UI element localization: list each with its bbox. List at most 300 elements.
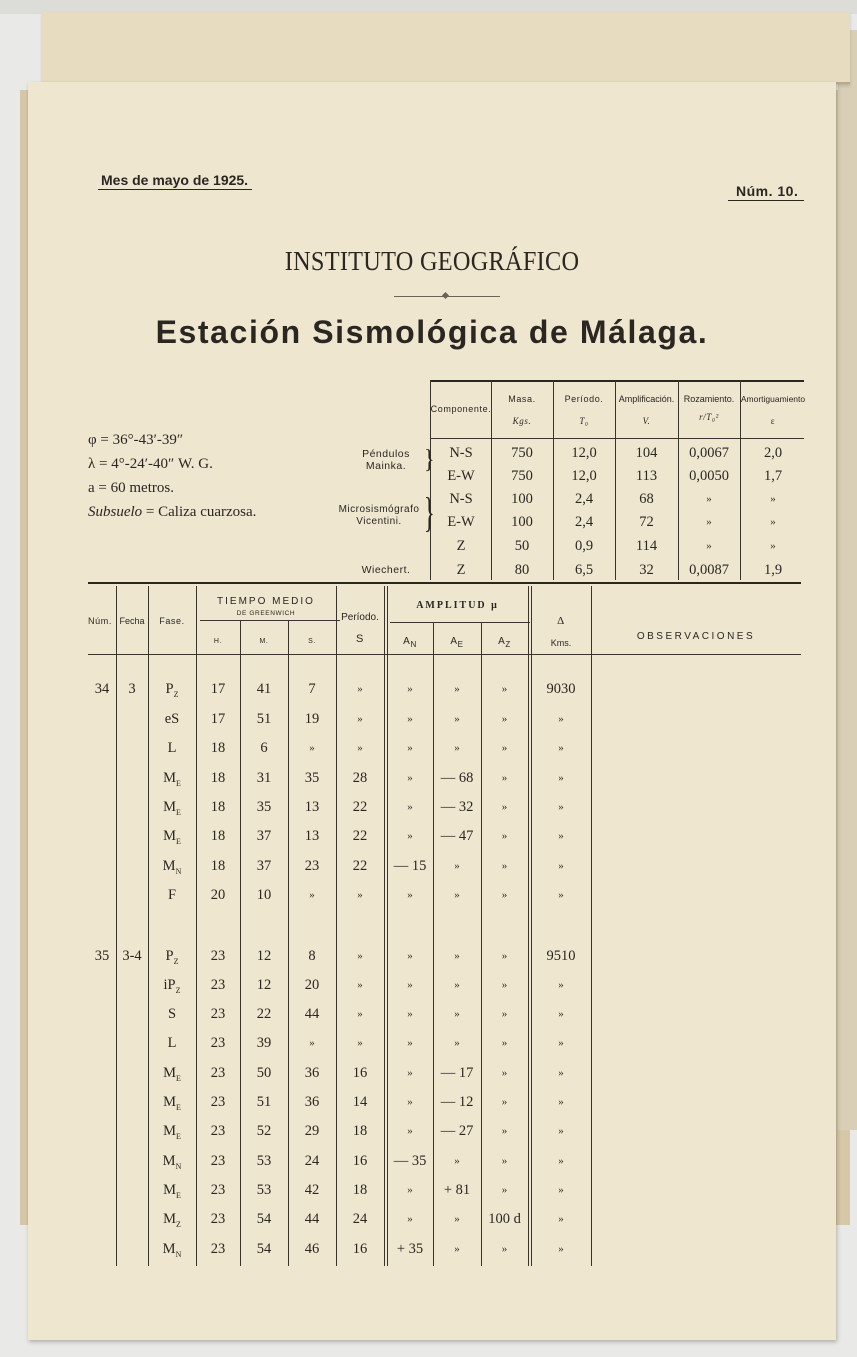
record-s-cell: 23 xyxy=(304,858,320,874)
phase-label: M xyxy=(162,858,176,874)
record-period-cell: » xyxy=(357,979,363,991)
record-h-cell: 18 xyxy=(210,828,226,844)
phase-label: M xyxy=(163,828,176,844)
instr-amplification-cell: 104 xyxy=(635,445,658,461)
record-an-cell: » xyxy=(407,950,413,962)
record-delta-cell: 9510 xyxy=(546,948,576,964)
phase-label: M xyxy=(163,1211,176,1227)
instr-amplification-cell: 113 xyxy=(635,468,658,484)
record-ae-cell: » xyxy=(454,1008,460,1020)
record-s-cell: » xyxy=(309,1037,315,1049)
instr-period-cell: 6,5 xyxy=(574,562,594,578)
instr-component-cell: E-W xyxy=(447,468,475,484)
record-delta-cell: » xyxy=(558,1184,564,1196)
station-title: Estación Sismológica de Málaga. xyxy=(155,314,709,350)
record-ae-cell: » xyxy=(454,713,460,725)
phase-label: L xyxy=(167,1035,177,1051)
instr-component-cell: N-S xyxy=(449,491,473,507)
record-s-cell: 42 xyxy=(304,1182,320,1198)
record-h-cell: 20 xyxy=(210,887,226,903)
col-header-num: Núm. xyxy=(88,616,112,626)
record-period-cell: 22 xyxy=(352,799,368,815)
record-ae-cell: » xyxy=(454,860,460,872)
instr-period-cell: 12,0 xyxy=(571,468,597,484)
record-an-cell: — 15 xyxy=(393,858,427,874)
record-az-cell: » xyxy=(501,1243,508,1255)
record-h-cell: 18 xyxy=(210,858,226,874)
record-period-cell: 16 xyxy=(352,1153,368,1169)
record-az-cell: » xyxy=(501,889,508,901)
record-m-cell: 10 xyxy=(256,887,272,903)
instr-component-cell: E-W xyxy=(447,514,475,530)
record-az-cell: » xyxy=(501,950,508,962)
record-s-cell: 44 xyxy=(304,1211,320,1227)
instr-damping-cell: » xyxy=(770,493,776,505)
record-m-cell: 54 xyxy=(256,1241,272,1257)
record-az-cell: » xyxy=(501,1155,508,1167)
az-sub: Z xyxy=(505,640,511,649)
record-h-cell: 23 xyxy=(210,1065,226,1081)
record-phase-cell xyxy=(148,1152,196,1176)
record-h-cell: 23 xyxy=(210,1153,226,1169)
record-an-cell: » xyxy=(407,1067,413,1079)
instr-mass-cell: 100 xyxy=(511,514,533,530)
record-an-cell: — 35 xyxy=(393,1153,427,1169)
phase-component: Z xyxy=(173,956,179,966)
record-s-cell: 36 xyxy=(304,1094,320,1110)
record-h-cell: 23 xyxy=(210,1006,226,1022)
instr-damping-cell: » xyxy=(770,540,776,552)
record-num-cell: 34 xyxy=(94,681,110,697)
instr-damping-cell: 1,9 xyxy=(763,562,783,578)
record-period-cell: 28 xyxy=(352,770,368,786)
institute-title: INSTITUTO GEOGRÁFICO xyxy=(284,246,580,276)
record-period-cell: » xyxy=(357,950,363,962)
record-an-cell: » xyxy=(407,1037,413,1049)
record-an-cell: » xyxy=(407,772,413,784)
record-phase-cell xyxy=(148,1122,196,1146)
record-az-cell: » xyxy=(501,1184,508,1196)
record-s-cell: 24 xyxy=(304,1153,320,1169)
record-az-cell: » xyxy=(501,683,508,695)
record-period-cell: 22 xyxy=(352,858,368,874)
record-s-cell: 7 xyxy=(308,681,316,697)
longitude: λ = 4°-24′-40″ W. G. xyxy=(88,456,213,472)
instr-period-cell: 0,9 xyxy=(574,538,594,554)
page-edge xyxy=(838,30,857,1130)
record-an-cell: » xyxy=(407,889,413,901)
phase-component: E xyxy=(176,836,181,846)
record-az-cell: » xyxy=(501,860,508,872)
record-h-cell: 18 xyxy=(210,770,226,786)
record-period-cell: » xyxy=(357,742,363,754)
record-h-cell: 18 xyxy=(210,740,226,756)
record-ae-cell: — 68 xyxy=(440,770,474,786)
phase-label: M xyxy=(163,1182,176,1198)
altitude: a = 60 metros. xyxy=(88,480,174,496)
record-phase-cell xyxy=(148,1181,196,1205)
record-period-cell: » xyxy=(357,1008,363,1020)
instr-header-period-unit: T₀ xyxy=(579,416,589,426)
record-az-cell: » xyxy=(501,1037,508,1049)
record-m-cell: 31 xyxy=(256,770,272,786)
instr-header-mass-unit: Kgs. xyxy=(512,416,532,426)
col-header-date: Fecha xyxy=(119,616,145,626)
record-delta-cell: » xyxy=(558,1213,564,1225)
record-phase-cell xyxy=(148,710,196,734)
col-header-observations: OBSERVACIONES xyxy=(636,631,756,642)
record-delta-cell: » xyxy=(558,860,564,872)
record-s-cell: » xyxy=(309,889,315,901)
record-delta-cell: » xyxy=(558,742,564,754)
record-period-cell: » xyxy=(357,713,363,725)
brace-mainka: } xyxy=(424,443,435,474)
instr-damping-cell: 1,7 xyxy=(763,468,783,484)
record-phase-cell xyxy=(148,1064,196,1088)
record-az-cell: 100 d xyxy=(488,1211,521,1227)
record-delta-cell: » xyxy=(558,1096,564,1108)
an-letter: A xyxy=(403,636,411,647)
record-az-cell: » xyxy=(501,1008,508,1020)
phase-component: Z xyxy=(175,985,181,995)
phase-label: M xyxy=(163,1065,176,1081)
phase-component: E xyxy=(176,1190,181,1200)
col-header-phase: Fase. xyxy=(159,616,185,626)
record-m-cell: 51 xyxy=(256,1094,272,1110)
record-delta-cell: » xyxy=(558,979,564,991)
record-s-cell: 8 xyxy=(308,948,316,964)
record-s-cell: » xyxy=(309,742,315,754)
record-az-cell: » xyxy=(501,830,508,842)
record-period-cell: 16 xyxy=(352,1241,368,1257)
record-period-cell: » xyxy=(357,889,363,901)
brace-vicentini: } xyxy=(424,488,435,536)
record-az-cell: » xyxy=(501,713,508,725)
record-m-cell: 53 xyxy=(256,1153,272,1169)
phase-component: E xyxy=(176,807,181,817)
phase-component: Z xyxy=(173,689,179,699)
instr-amplification-cell: 72 xyxy=(639,514,654,530)
ae-sub: E xyxy=(457,640,464,649)
record-ae-cell: » xyxy=(454,950,460,962)
record-period-cell: 16 xyxy=(352,1065,368,1081)
instrument-group-wiechert: Wiechert. xyxy=(361,564,411,576)
record-s-cell: 46 xyxy=(304,1241,320,1257)
record-az-cell: » xyxy=(501,742,508,754)
record-phase-cell xyxy=(148,947,196,971)
record-ae-cell: — 27 xyxy=(440,1123,474,1139)
record-date-cell: 3 xyxy=(128,681,136,697)
record-phase-cell xyxy=(148,1034,196,1058)
record-ae-cell: » xyxy=(454,1243,460,1255)
record-h-cell: 17 xyxy=(210,681,226,697)
record-m-cell: 41 xyxy=(256,681,272,697)
record-phase-cell xyxy=(148,1093,196,1117)
phase-component: E xyxy=(176,778,181,788)
record-an-cell: » xyxy=(407,1125,413,1137)
record-h-cell: 23 xyxy=(210,1211,226,1227)
latitude: φ = 36°-43′-39″ xyxy=(88,432,184,448)
record-h-cell: 23 xyxy=(210,948,226,964)
phase-label: M xyxy=(162,1241,176,1257)
instr-header-damping-unit: ε xyxy=(770,416,776,426)
instr-component-cell: N-S xyxy=(449,445,473,461)
instr-friction-cell: » xyxy=(706,516,712,528)
record-az-cell: » xyxy=(501,1125,508,1137)
record-m-cell: 22 xyxy=(256,1006,272,1022)
record-delta-cell: » xyxy=(558,772,564,784)
instr-header-component: Componente. xyxy=(430,404,492,414)
record-phase-cell xyxy=(148,976,196,1000)
record-delta-cell: » xyxy=(558,801,564,813)
record-an-cell: » xyxy=(407,742,413,754)
record-h-cell: 23 xyxy=(210,1182,226,1198)
record-s-cell: 19 xyxy=(304,711,320,727)
record-s-cell: 35 xyxy=(304,770,320,786)
record-an-cell: + 35 xyxy=(396,1241,424,1257)
instr-header-period: Período. xyxy=(564,394,604,404)
instr-amplification-cell: 32 xyxy=(639,562,654,578)
record-delta-cell: » xyxy=(558,1125,564,1137)
record-phase-cell xyxy=(148,1005,196,1029)
col-header-h: H. xyxy=(213,638,223,645)
record-s-cell: 20 xyxy=(304,977,320,993)
col-header-period: Período. xyxy=(341,612,379,623)
record-an-cell: » xyxy=(407,1213,413,1225)
record-m-cell: 53 xyxy=(256,1182,272,1198)
record-h-cell: 17 xyxy=(210,711,226,727)
record-m-cell: 50 xyxy=(256,1065,272,1081)
phase-component: E xyxy=(176,1131,181,1141)
record-s-cell: 13 xyxy=(304,799,320,815)
phase-component: E xyxy=(176,1073,181,1083)
record-phase-cell xyxy=(148,680,196,704)
phase-label: M xyxy=(163,1123,176,1139)
record-s-cell: 44 xyxy=(304,1006,320,1022)
record-period-cell: » xyxy=(357,1037,363,1049)
bulletin-page xyxy=(28,82,836,1340)
instr-header-amplification-unit: V. xyxy=(642,416,651,426)
record-ae-cell: — 32 xyxy=(440,799,474,815)
instr-mass-cell: 750 xyxy=(511,445,533,461)
record-az-cell: » xyxy=(501,772,508,784)
record-s-cell: 29 xyxy=(304,1123,320,1139)
record-an-cell: » xyxy=(407,1008,413,1020)
record-m-cell: 35 xyxy=(256,799,272,815)
instrument-table xyxy=(328,380,806,590)
instr-mass-cell: 750 xyxy=(511,468,533,484)
record-az-cell: » xyxy=(501,801,508,813)
record-ae-cell: — 17 xyxy=(440,1065,474,1081)
record-h-cell: 23 xyxy=(210,977,226,993)
record-h-cell: 23 xyxy=(210,1241,226,1257)
instr-friction-cell: 0,0067 xyxy=(689,445,729,461)
instr-component-cell: Z xyxy=(456,538,466,554)
phase-label: iP xyxy=(163,977,176,993)
phase-label: M xyxy=(162,1153,176,1169)
instr-period-cell: 2,4 xyxy=(574,491,594,507)
record-h-cell: 23 xyxy=(210,1035,226,1051)
instr-mass-cell: 80 xyxy=(514,562,530,578)
record-phase-cell xyxy=(148,739,196,763)
record-an-cell: » xyxy=(407,1184,413,1196)
phase-label: P xyxy=(165,681,174,697)
col-header-an xyxy=(387,636,433,650)
record-an-cell: » xyxy=(407,713,413,725)
instr-header-amplification: Amplificación. xyxy=(618,394,675,404)
record-delta-cell: » xyxy=(558,713,564,725)
phase-component: N xyxy=(175,866,182,876)
phase-component: Z xyxy=(176,1219,181,1229)
record-m-cell: 54 xyxy=(256,1211,272,1227)
instr-component-cell: Z xyxy=(456,562,466,578)
record-ae-cell: + 81 xyxy=(443,1182,471,1198)
record-ae-cell: » xyxy=(454,742,460,754)
record-ae-cell: » xyxy=(454,1155,460,1167)
record-phase-cell xyxy=(148,886,196,910)
record-phase-cell xyxy=(148,857,196,881)
record-ae-cell: » xyxy=(454,979,460,991)
an-sub: N xyxy=(410,640,417,649)
instr-period-cell: 12,0 xyxy=(571,445,597,461)
record-az-cell: » xyxy=(501,1067,508,1079)
instr-header-friction-formula: r/T₀² xyxy=(699,412,719,422)
month-heading: Mes de mayo de 1925. xyxy=(98,172,252,190)
phase-label: eS xyxy=(164,711,180,727)
record-ae-cell: » xyxy=(454,1037,460,1049)
phase-label: F xyxy=(167,887,177,903)
subsoil-value: = Caliza cuarzosa. xyxy=(145,504,257,520)
instr-header-damping: Amortiguamiento xyxy=(740,394,806,404)
record-an-cell: » xyxy=(407,1096,413,1108)
phase-label: L xyxy=(167,740,177,756)
phase-component: E xyxy=(176,1102,181,1112)
instrument-group-vicentini: Microsismógrafo Vicentini. xyxy=(338,504,420,527)
record-delta-cell: » xyxy=(558,1155,564,1167)
col-header-delta-unit: Kms. xyxy=(550,638,572,648)
station-coordinates xyxy=(88,428,256,524)
instr-header-mass: Masa. xyxy=(508,394,536,404)
records-table xyxy=(28,586,836,1286)
col-header-s: S. xyxy=(308,638,316,645)
record-h-cell: 18 xyxy=(210,799,226,815)
record-an-cell: » xyxy=(407,830,413,842)
ornament-dot xyxy=(442,292,449,299)
record-date-cell: 3-4 xyxy=(122,948,142,964)
instr-friction-cell: 0,0087 xyxy=(689,562,729,578)
phase-label: M xyxy=(163,799,176,815)
record-delta-cell: » xyxy=(558,830,564,842)
record-an-cell: » xyxy=(407,979,413,991)
col-header-ae xyxy=(433,636,481,650)
record-an-cell: » xyxy=(407,683,413,695)
subsoil xyxy=(88,500,256,524)
record-m-cell: 12 xyxy=(256,977,272,993)
col-header-delta: Δ xyxy=(557,615,565,627)
record-h-cell: 23 xyxy=(210,1094,226,1110)
section-rule xyxy=(88,582,801,584)
record-m-cell: 6 xyxy=(260,740,268,756)
instr-friction-cell: » xyxy=(706,493,712,505)
record-az-cell: » xyxy=(501,1096,508,1108)
col-header-az xyxy=(481,636,528,650)
record-delta-cell: » xyxy=(558,1008,564,1020)
record-delta-cell: » xyxy=(558,1037,564,1049)
phase-label: P xyxy=(165,948,174,964)
phase-label: S xyxy=(167,1006,177,1022)
record-delta-cell: » xyxy=(558,1067,564,1079)
instr-amplification-cell: 68 xyxy=(639,491,654,507)
record-period-cell: 22 xyxy=(352,828,368,844)
col-header-period-unit: S xyxy=(356,633,364,645)
record-m-cell: 52 xyxy=(256,1123,272,1139)
ae-letter: A xyxy=(450,636,458,647)
record-m-cell: 37 xyxy=(256,828,272,844)
record-ae-cell: » xyxy=(454,889,460,901)
instr-friction-cell: » xyxy=(706,540,712,552)
instr-damping-cell: » xyxy=(770,516,776,528)
record-ae-cell: — 47 xyxy=(440,828,474,844)
record-ae-cell: » xyxy=(454,1213,460,1225)
record-delta-cell: » xyxy=(558,889,564,901)
record-phase-cell xyxy=(148,1210,196,1234)
record-phase-cell xyxy=(148,827,196,851)
record-m-cell: 12 xyxy=(256,948,272,964)
record-phase-cell xyxy=(148,1240,196,1264)
phase-component: N xyxy=(175,1161,182,1171)
record-num-cell: 35 xyxy=(94,948,110,964)
instr-damping-cell: 2,0 xyxy=(763,445,783,461)
record-ae-cell: — 12 xyxy=(440,1094,474,1110)
instr-period-cell: 2,4 xyxy=(574,514,594,530)
col-header-m: M. xyxy=(259,638,269,645)
record-ae-cell: » xyxy=(454,683,460,695)
record-period-cell: 18 xyxy=(352,1182,368,1198)
folded-top-flap xyxy=(42,12,850,84)
record-period-cell: 14 xyxy=(352,1094,368,1110)
instr-header-friction: Rozamiento. xyxy=(683,394,735,404)
az-letter: A xyxy=(498,636,506,647)
instr-mass-cell: 50 xyxy=(514,538,530,554)
instr-amplification-cell: 114 xyxy=(635,538,658,554)
record-phase-cell xyxy=(148,769,196,793)
record-delta-cell: » xyxy=(558,1243,564,1255)
col-header-time: TIEMPO MEDIO xyxy=(217,596,315,607)
record-az-cell: » xyxy=(501,979,508,991)
col-header-amplitude: AMPLITUD μ xyxy=(416,600,499,611)
record-m-cell: 37 xyxy=(256,858,272,874)
record-period-cell: 18 xyxy=(352,1123,368,1139)
record-s-cell: 36 xyxy=(304,1065,320,1081)
instrument-group-mainka: Péndulos Mainka. xyxy=(362,448,410,472)
phase-label: M xyxy=(163,1094,176,1110)
instr-mass-cell: 100 xyxy=(511,491,533,507)
col-header-time-sub: DE GREENWICH xyxy=(236,610,296,617)
record-m-cell: 39 xyxy=(256,1035,272,1051)
subsoil-label: Subsuelo xyxy=(88,504,143,520)
record-period-cell: » xyxy=(357,683,363,695)
record-period-cell: 24 xyxy=(352,1211,368,1227)
record-m-cell: 51 xyxy=(256,711,272,727)
record-h-cell: 23 xyxy=(210,1123,226,1139)
record-delta-cell: 9030 xyxy=(546,681,576,697)
record-phase-cell xyxy=(148,798,196,822)
record-an-cell: » xyxy=(407,801,413,813)
phase-component: N xyxy=(175,1249,182,1259)
instr-friction-cell: 0,0050 xyxy=(689,468,729,484)
phase-label: M xyxy=(163,770,176,786)
bulletin-number: Núm. 10. xyxy=(728,183,804,201)
